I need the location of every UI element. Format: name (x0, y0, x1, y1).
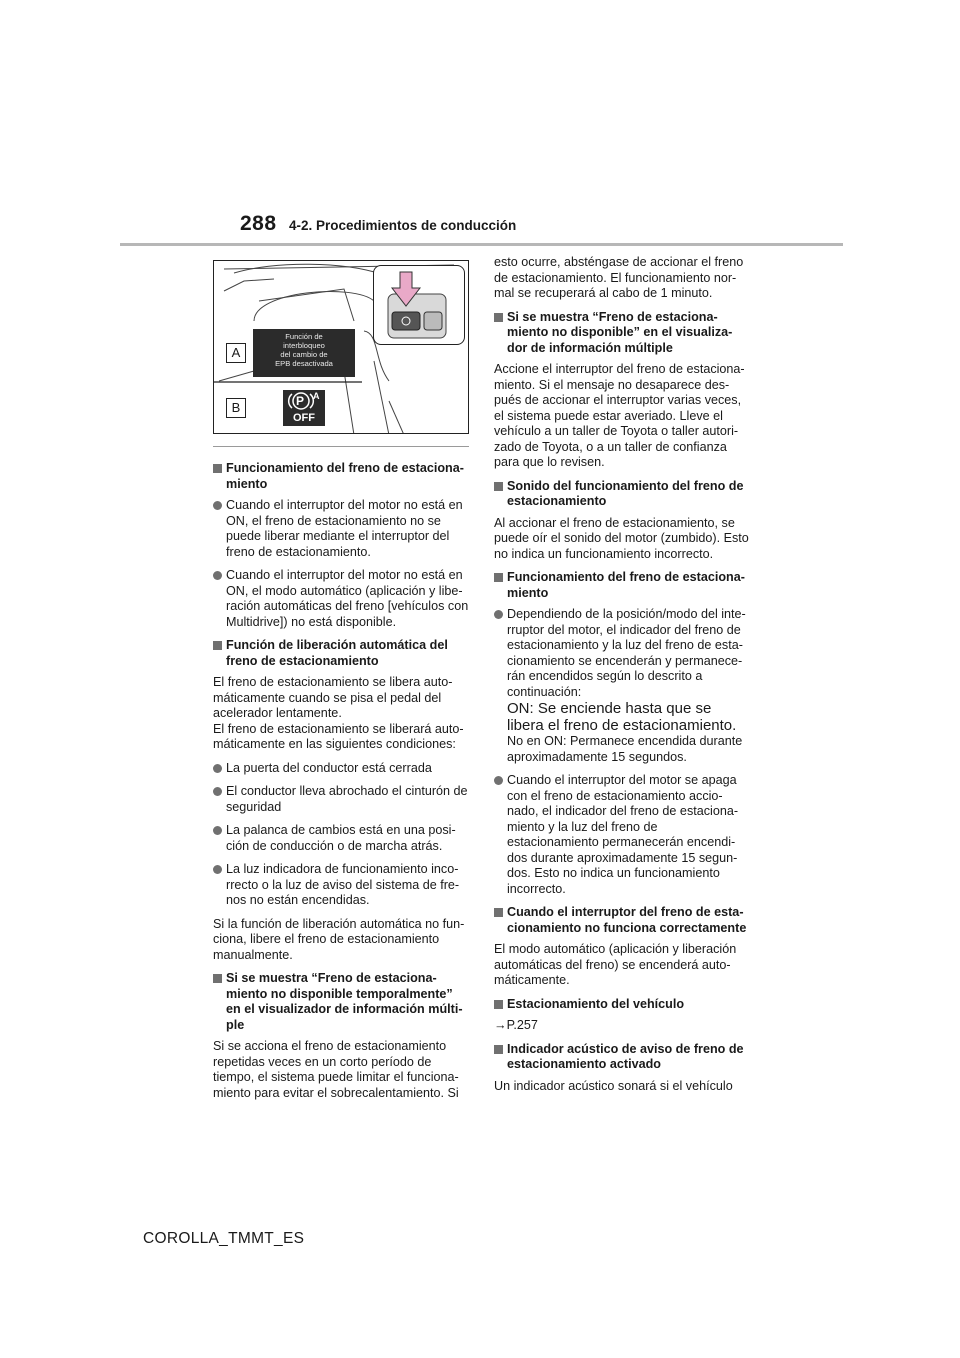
heading-funcionamiento (213, 461, 469, 492)
lcd-line: Función de (285, 332, 323, 341)
bullet-text: La palanca de cambios está en una posi-ción de conducción o de marcha atrás. (226, 823, 456, 853)
bullet-text: Cuando el interruptor del motor no está en ON, el modo automático (aplicación y libe-ración automáticas del freno [vehículos con Multidrive]) no está disponible. (226, 568, 469, 629)
bullet-item (213, 498, 469, 560)
parking-auto-off-icon (283, 390, 325, 426)
heading-sonido (494, 479, 750, 510)
bullet-item (213, 568, 469, 630)
paragraph: Accione el interruptor del freno de estaciona-miento. Si el mensaje no desaparece des-pués de accionar el interruptor varias veces, el sistema puede estar averiado. Lleve el vehículo a un taller de Toyota o taller autori-zado de Toyota, o a un taller de confianza para que lo revisen. (494, 362, 745, 469)
square-bullet-icon (494, 1000, 503, 1009)
figure-rule (213, 446, 469, 447)
round-bullet-icon (213, 764, 222, 773)
heading-funcionamiento-2 (494, 570, 750, 601)
paragraph: El freno de estacionamiento se liberará auto-máticamente en las siguientes condiciones: (213, 721, 464, 751)
round-bullet-icon (213, 826, 222, 835)
bullet-item (213, 784, 469, 815)
paragraph: Si la función de liberación automática no fun-ciona, libere el freno de estacionamiento manualmente. (213, 916, 465, 962)
bullet-text: Cuando el interruptor del motor se apaga con el freno de estacionamiento accio-nado, el indicador del freno de estaciona-miento y la luz del freno de estacionamiento permanecerán encendi-dos durante aproximadamente 15 segun-dos. Esto no indica un funcionamiento incorrecto. (507, 773, 739, 896)
round-bullet-icon (213, 865, 222, 874)
heading-estacionamiento (494, 997, 750, 1013)
bullet-item (494, 607, 750, 765)
heading-liberacion (213, 638, 469, 669)
paragraph: Si se acciona el freno de estacionamiento repetidas veces en un corto período de tiempo, el sistema puede limitar el funciona-miento para evitar el sobrecalentamiento. Si (213, 1039, 459, 1100)
label-b: B (226, 398, 246, 418)
header-rule (120, 243, 843, 246)
heading-text: Cuando el interruptor del freno de esta-cionamiento no funciona correctamente (507, 905, 747, 935)
heading-text: Si se muestra “Freno de estaciona-miento no disponible” en el visualiza-dor de información múltiple (507, 309, 733, 355)
bullet-text: No en ON: Permanece encendida durante aproximadamente 15 segundos. (507, 734, 743, 764)
page-reference-link[interactable]: →P.257 (494, 1018, 538, 1032)
heading-text: Si se muestra “Freno de estaciona-miento no disponible temporalmente” en el visualizador de información múlti-ple (226, 971, 463, 1032)
page-number: 288 (240, 212, 277, 235)
heading-text: Indicador acústico de aviso de freno de estacionamiento activado (507, 1041, 744, 1071)
parking-switch-drawing (374, 266, 465, 345)
heading-no-funciona (494, 905, 750, 936)
lcd-line: interbloqueo (283, 341, 325, 350)
bullet-item (213, 761, 469, 777)
icon-p: P (296, 394, 305, 408)
heading-text: Funcionamiento del freno de estaciona-miento (507, 570, 745, 600)
heading-text: Sonido del funcionamiento del freno de estacionamiento (507, 478, 744, 508)
paragraph: El freno de estacionamiento se libera auto-máticamente cuando se pisa el pedal del acelerador lentamente. (213, 675, 453, 720)
paragraph: Un indicador acústico sonará si el vehículo (494, 1078, 733, 1093)
footer-doc-id: COROLLA_TMMT_ES (143, 1230, 305, 1247)
right-column (494, 255, 750, 1102)
square-bullet-icon (494, 1045, 503, 1054)
bullet-item (213, 823, 469, 854)
round-bullet-icon (213, 787, 222, 796)
heading-text: Función de liberación automática del freno de estacionamiento (226, 638, 448, 668)
lcd-line: EPB desactivada (275, 359, 333, 368)
icon-a: A (313, 391, 320, 401)
paragraph: Al accionar el freno de estacionamiento, se puede oír el sonido del motor (zumbido). Esto no indica un funcionamiento incorrecto. (494, 515, 749, 561)
bullet-text: La puerta del conductor está cerrada (226, 760, 432, 775)
heading-text: Estacionamiento del vehículo (507, 996, 685, 1011)
heading-no-disponible-temp (213, 971, 469, 1033)
heading-no-disponible (494, 310, 750, 357)
square-bullet-icon (494, 313, 503, 322)
bullet-text: El conductor lleva abrochado el cinturón de seguridad (226, 784, 468, 814)
square-bullet-icon (213, 464, 222, 473)
bullet-text: La luz indicadora de funcionamiento inco-rrecto o la luz de aviso del sistema de fre-nos no están encendidas. (226, 862, 460, 907)
bullet-text: Dependiendo de la posición/modo del inte-rruptor del motor, el indicador del freno de estacionamiento y la luz del freno de esta-cionamiento se encenderán y permanece-rán encendidos según lo descrito a continuación: (507, 607, 746, 699)
round-bullet-icon (213, 571, 222, 580)
paragraph: esto ocurre, absténgase de accionar el freno de estacionamiento. El funcionamiento nor-mal se recuperará al cabo de 1 minuto. (494, 255, 744, 300)
square-bullet-icon (213, 974, 222, 983)
square-bullet-icon (213, 641, 222, 650)
heading-indicador-acustico (494, 1042, 750, 1073)
section-title: 4-2. Procedimientos de conducción (289, 218, 517, 233)
bullet-text: Cuando el interruptor del motor no está en ON, el freno de estacionamiento no se puede liberar mediante el interruptor del freno de estacionamiento. (226, 498, 463, 559)
round-bullet-icon (494, 776, 503, 785)
bullet-item (213, 862, 469, 909)
icon-off: OFF (293, 412, 315, 424)
round-bullet-icon (494, 610, 503, 619)
bullet-text-large: ON: Se enciende hasta que se libera el freno de estacionamiento. (507, 700, 737, 734)
square-bullet-icon (494, 573, 503, 582)
heading-text: Funcionamiento del freno de estaciona-miento (226, 461, 464, 491)
lcd-message (253, 329, 355, 377)
round-bullet-icon (213, 501, 222, 510)
square-bullet-icon (494, 908, 503, 917)
paragraph: El modo automático (aplicación y liberación automáticas del freno) se encenderá auto-máticamente. (494, 942, 737, 987)
switch-zoom-inset (373, 265, 465, 345)
lcd-line: del cambio de (280, 350, 328, 359)
label-a: A (226, 343, 246, 363)
left-column (213, 455, 469, 1109)
square-bullet-icon (494, 482, 503, 491)
bullet-item (494, 773, 750, 897)
